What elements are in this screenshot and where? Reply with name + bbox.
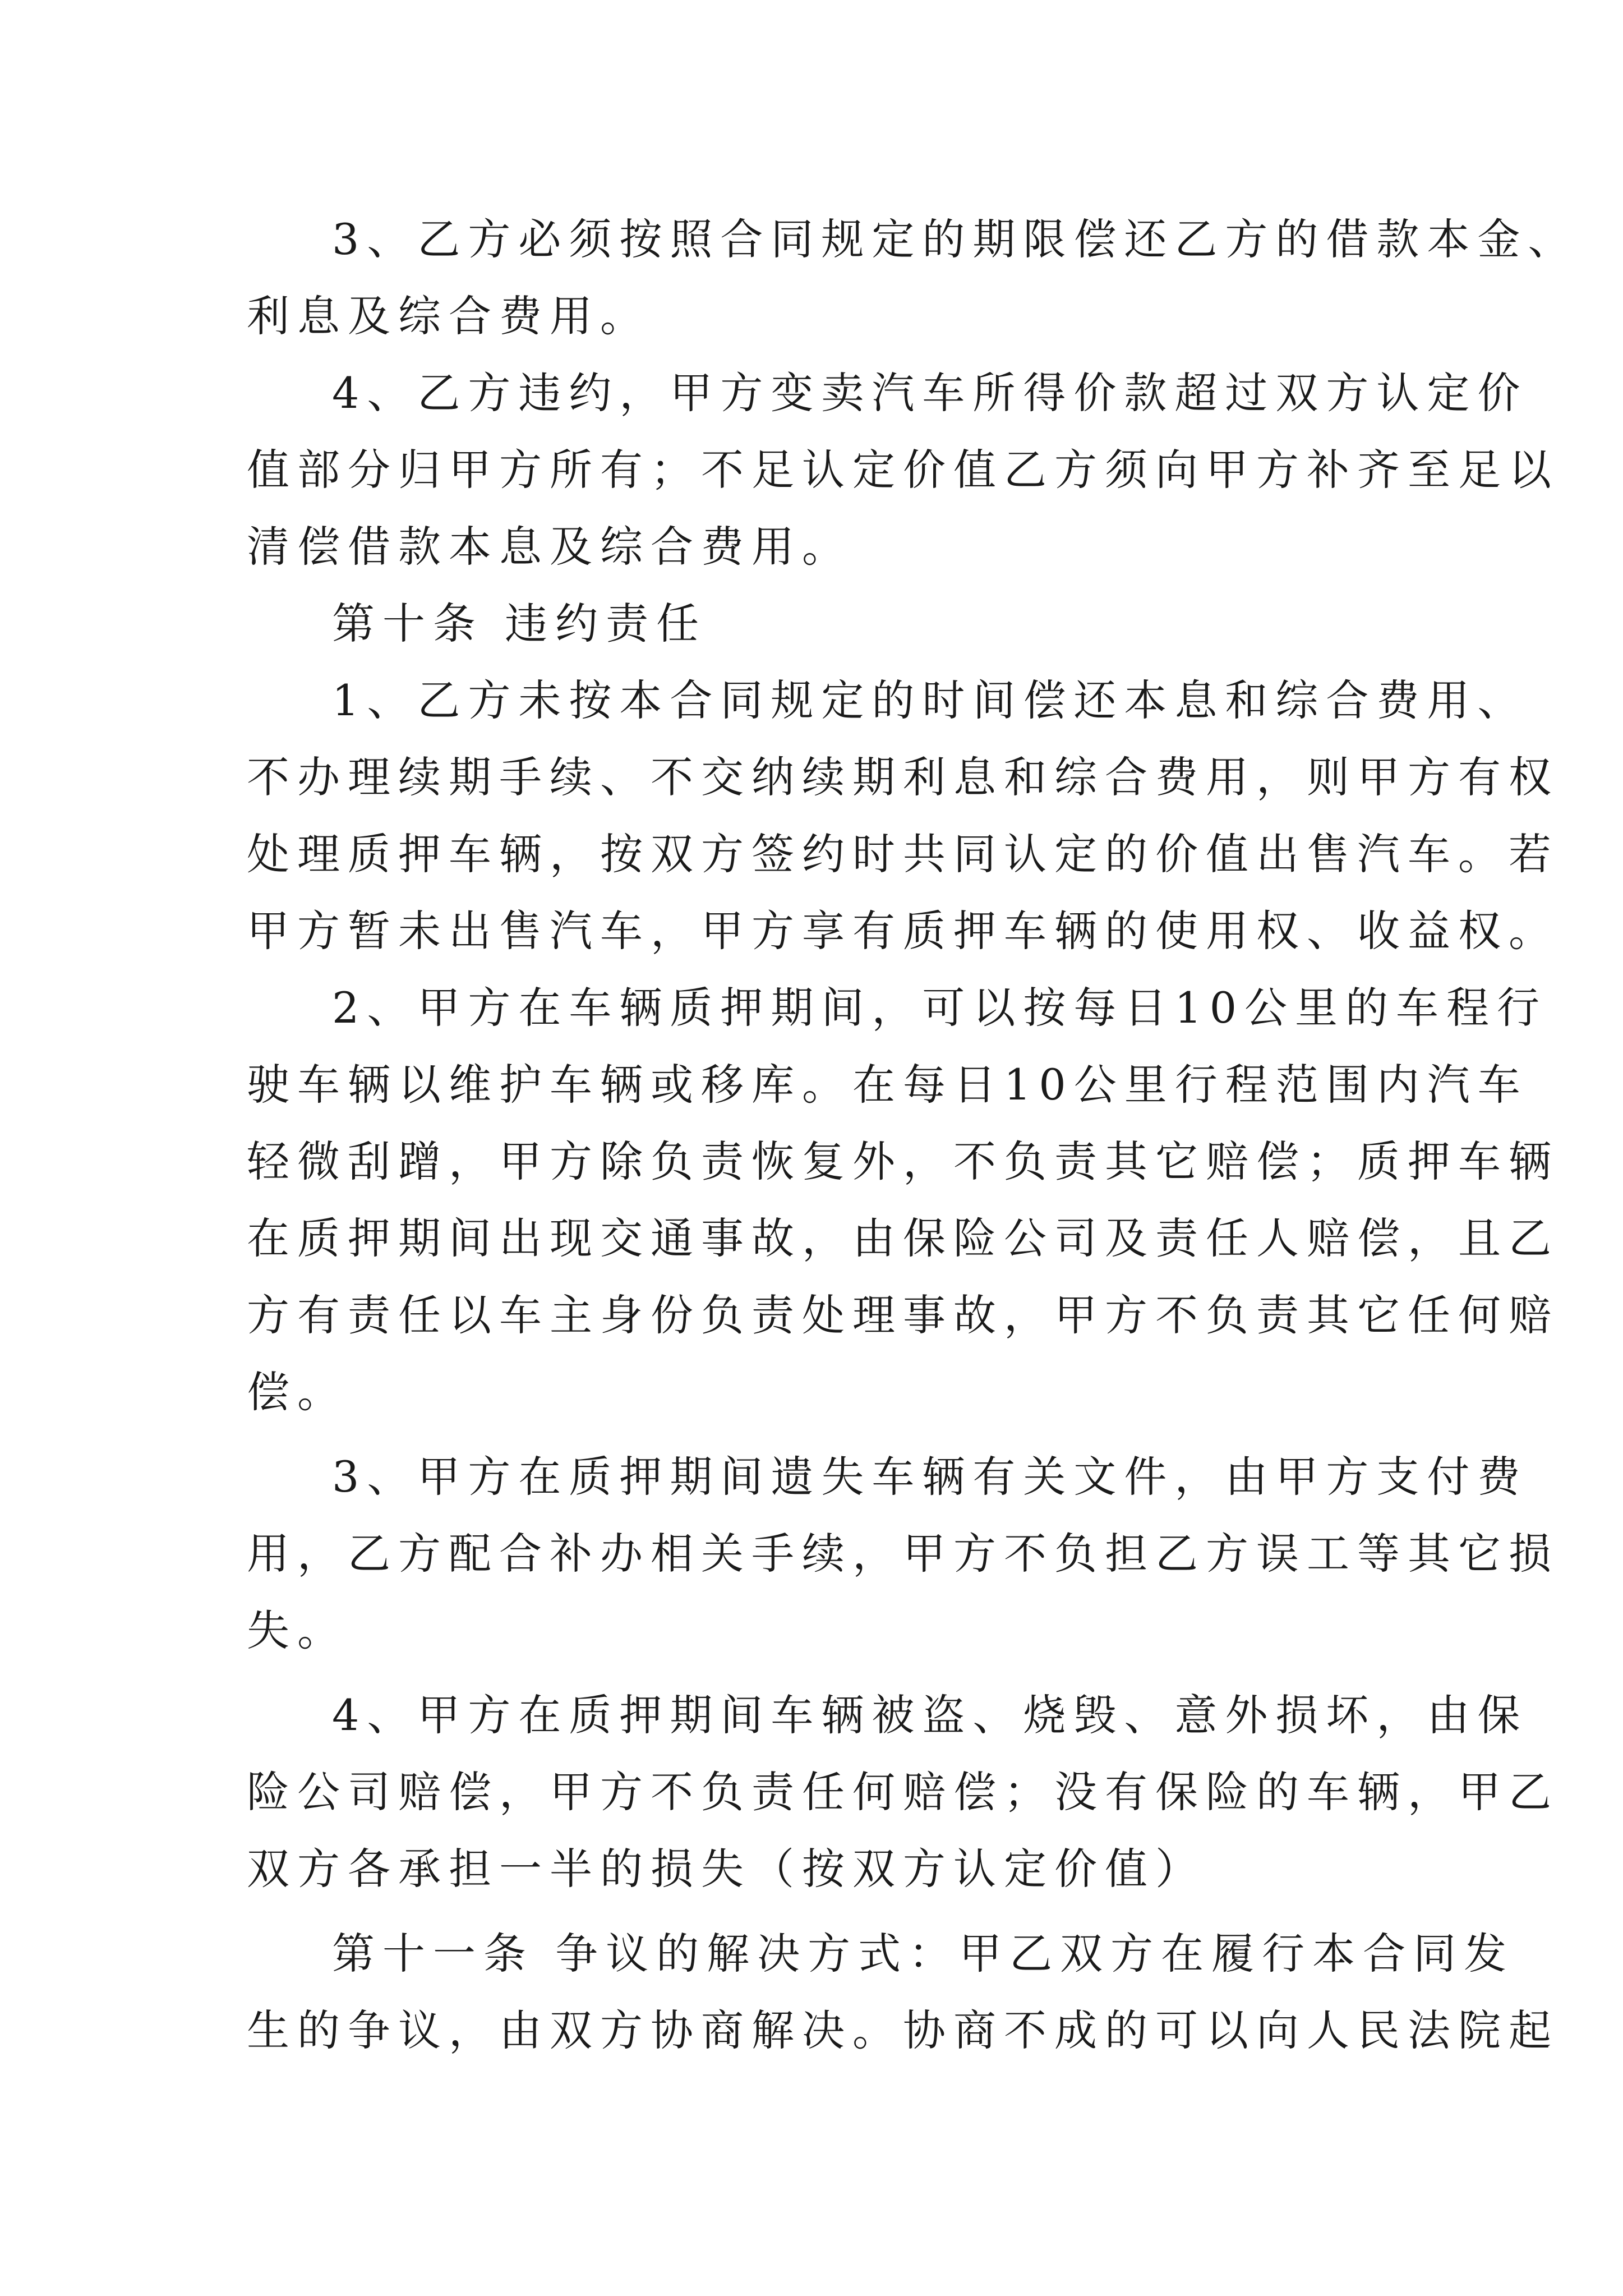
paragraph-line: 轻微刮蹭，甲方除负责恢复外，不负责其它赔偿；质押车辆 — [247, 1137, 1559, 1186]
paragraph-line: 方有责任以车主身份负责处理事故，甲方不负责其它任何赔 — [247, 1290, 1559, 1340]
article-11-dispute-resolution — [247, 1915, 1559, 2069]
paragraph-line: 3、甲方在质押期间遗失车辆有关文件，由甲方支付费 — [332, 1452, 1528, 1502]
paragraph-line: 4、乙方违约，甲方变卖汽车所得价款超过双方认定价 — [332, 368, 1528, 418]
clause-4-default — [247, 355, 1559, 585]
paragraph-line: 处理质押车辆，按双方签约时共同认定的价值出售汽车。若 — [247, 829, 1559, 879]
article-10-clause-4 — [247, 1677, 1559, 1907]
paragraph-line: 生的争议，由双方协商解决。协商不成的可以向人民法院起 — [247, 2005, 1559, 2055]
paragraph-line: 失。 — [247, 1605, 348, 1655]
paragraph-line: 1、乙方未按本合同规定的时间偿还本息和综合费用、 — [332, 675, 1528, 725]
paragraph-line: 不办理续期手续、不交纳续期利息和综合费用，则甲方有权 — [247, 752, 1559, 802]
paragraph-line: 4、甲方在质押期间车辆被盗、烧毁、意外损坏，由保 — [332, 1690, 1528, 1740]
clause-3-repayment — [247, 201, 1579, 355]
paragraph-line: 双方各承担一半的损失（按双方认定价值） — [247, 1844, 1206, 1894]
article-10-heading — [247, 585, 1391, 662]
document-body — [247, 201, 1579, 2069]
paragraph-line: 3、乙方必须按照合同规定的期限偿还乙方的借款本金、 — [332, 214, 1579, 264]
article-10-clause-2 — [247, 969, 1559, 1430]
paragraph-line: 在质押期间出现交通事故，由保险公司及责任人赔偿，且乙 — [247, 1213, 1559, 1263]
paragraph-line: 清偿借款本息及综合费用。 — [247, 522, 852, 572]
paragraph-line: 甲方暂未出售汽车，甲方享有质押车辆的使用权、收益权。 — [247, 906, 1559, 956]
article-10-clause-1 — [247, 662, 1559, 969]
paragraph-line: 险公司赔偿，甲方不负责任何赔偿；没有保险的车辆，甲乙 — [247, 1767, 1559, 1817]
paragraph-line: 利息及综合费用。 — [247, 291, 651, 341]
article-10-clause-3 — [247, 1438, 1559, 1669]
paragraph-line: 偿。 — [247, 1367, 348, 1417]
paragraph-line: 2、甲方在车辆质押期间，可以按每日10公里的车程行 — [332, 983, 1548, 1033]
section-heading: 第十条 违约责任 — [332, 599, 707, 648]
paragraph-line: 用，乙方配合补办相关手续，甲方不负担乙方误工等其它损 — [247, 1529, 1559, 1579]
paragraph-line: 驶车辆以维护车辆或移库。在每日10公里行程范围内汽车 — [247, 1060, 1528, 1110]
paragraph-line: 第十一条 争议的解决方式：甲乙双方在履行本合同发 — [332, 1929, 1515, 1978]
paragraph-line: 值部分归甲方所有；不足认定价值乙方须向甲方补齐至足以 — [247, 445, 1559, 495]
